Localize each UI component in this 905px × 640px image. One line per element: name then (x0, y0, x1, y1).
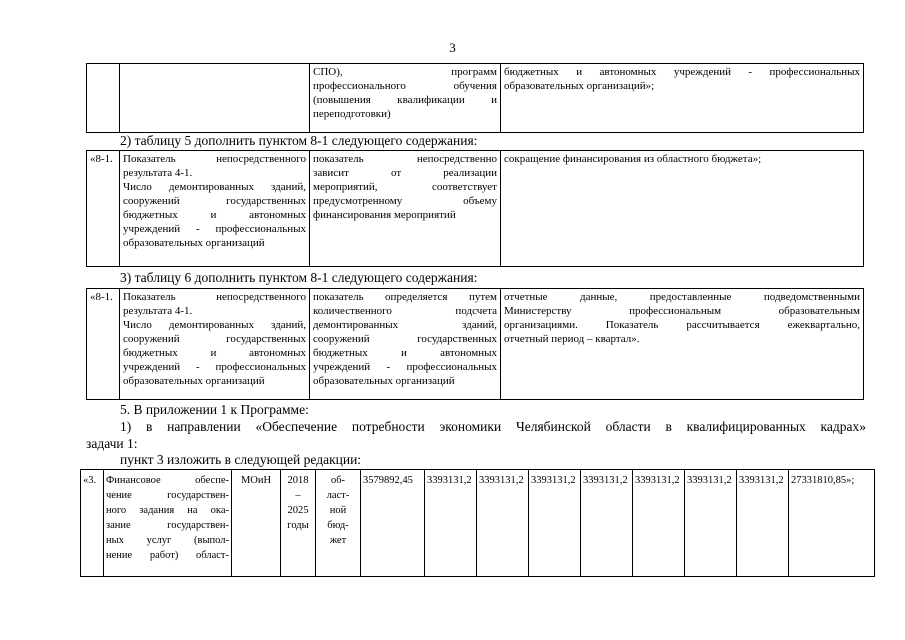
item-5-1-line2: задачи 1: (86, 436, 138, 451)
cell-value-2023: 3393131,2 (633, 470, 685, 577)
item-5: 5. В приложении 1 к Программе: (120, 402, 309, 417)
cell-num: «8-1. (87, 289, 120, 400)
cell-indicator: Показатель непосредственного результата 4-1. Число демонтированных зданий, сооружений государственных бюджетных и автономных учреждений - профессиональных образовательных организаций (120, 289, 310, 400)
cell-source: бюджетных и автономных учреждений - профессиональных образовательных организаций»; (501, 64, 864, 133)
cell-value-2021: 3393131,2 (529, 470, 581, 577)
cell-num: «3. (81, 470, 104, 577)
item-5-1-line1: 1) в направлении «Обеспечение потребности экономики Челябинской области в квалифицированных кадрах» (120, 419, 866, 434)
cell-value-2019: 3393131,2 (425, 470, 477, 577)
cell-value-2024: 3393131,2 (685, 470, 737, 577)
cell-value-total: 27331810,85»; (789, 470, 875, 577)
cell-value-2022: 3393131,2 (581, 470, 633, 577)
cell-method: показатель определяется путем количественного подсчета демонтированных зданий, сооружений государственных бюджетных и автономных учреждений - профессиональных образовательных организаций (310, 289, 501, 400)
cell-source: отчетные данные, предоставленные подведомственными Министерству профессиональным образовательным организациями. Показатель рассчитывается ежеквартально, отчетный период – квартал». (501, 289, 864, 400)
cell-method: показатель непосредственно зависит от реализации мероприятий, соответствует предусмотренному объему финансирования мероприятий (310, 151, 501, 267)
item-3: 3) таблицу 6 дополнить пунктом 8-1 следующего содержания: (120, 270, 478, 285)
page-number: 3 (449, 40, 456, 55)
cell-indicator: Показатель непосредственного результата 4-1. Число демонтированных зданий, сооружений государственных бюджетных и автономных учреждений - профессиональных образовательных организаций (120, 151, 310, 267)
cell-num (87, 64, 120, 133)
table-appendix-row (80, 469, 875, 577)
cell-indicator (120, 64, 310, 133)
cell-method: СПО), программ профессионального обучения (повышения квалификации и переподготовки) (310, 64, 501, 133)
cell-executor: МОиН (232, 470, 281, 577)
table-continuation (86, 63, 864, 133)
cell-name: Финансовое обеспе- чение государствен- ного задания на ока- зание государствен- ных услуг (выпол- нение работ) област- (104, 470, 232, 577)
item-2: 2) таблицу 5 дополнить пунктом 8-1 следующего содержания: (120, 133, 478, 148)
cell-value-2025: 3393131,2 (737, 470, 789, 577)
cell-num: «8-1. (87, 151, 120, 267)
cell-source: об- ласт- ной бюд- жет (316, 470, 361, 577)
cell-period: 2018 – 2025 годы (281, 470, 316, 577)
item-5-1-point: пункт 3 изложить в следующей редакции: (120, 452, 362, 467)
table-5-row (86, 150, 864, 267)
cell-value-2020: 3393131,2 (477, 470, 529, 577)
cell-value-2018: 3579892,45 (361, 470, 425, 577)
cell-source: сокращение финансирования из областного бюджета»; (501, 151, 864, 267)
table-6-row (86, 288, 864, 400)
